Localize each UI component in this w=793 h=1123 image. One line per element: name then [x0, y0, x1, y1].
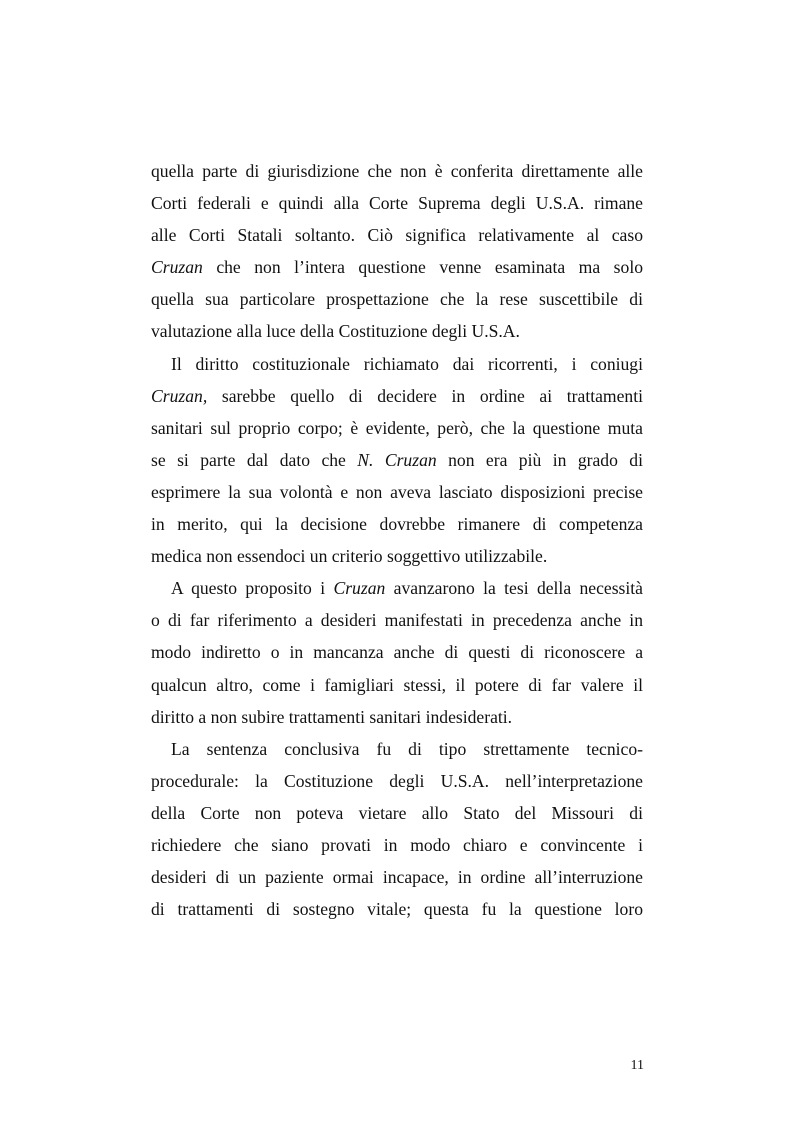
text-line [151, 251, 643, 283]
text-line [151, 219, 643, 251]
italic-text: Cruzan [333, 578, 386, 599]
text-line [151, 829, 643, 861]
text-line [151, 604, 643, 636]
italic-text: Cruzan [151, 257, 203, 278]
text-segment: Il diritto costituzionale richiamato dai ricorrenti, i coniugi [171, 353, 643, 374]
text-segment: medica non essendoci un criterio soggettivo utilizzabile. [151, 546, 548, 567]
text-segment: procedurale: la Costituzione degli U.S.A. nell’interpretazione [151, 770, 643, 791]
text-line [151, 765, 643, 797]
text-line [151, 412, 643, 444]
page-number: 11 [630, 1058, 644, 1073]
text-line [151, 315, 643, 347]
text-segment: diritto a non subire trattamenti sanitari indesiderati. [151, 706, 513, 727]
text-segment: sarebbe quello di decidere in ordine ai trattamenti [207, 385, 643, 406]
text-line [151, 893, 643, 925]
text-segment: qualcun altro, come i famigliari stessi, il potere di far valere il [151, 674, 643, 695]
text-line [151, 572, 643, 604]
text-line [151, 733, 643, 765]
text-segment: sanitari sul proprio corpo; è evidente, però, che la questione muta [151, 417, 643, 438]
text-segment: La sentenza conclusiva fu di tipo strettamente tecnico- [171, 738, 643, 759]
text-segment: quella sua particolare prospettazione che la rese suscettibile di [151, 289, 643, 310]
text-segment: alle Corti Statali soltanto. Ciò significa relativamente al caso [151, 225, 643, 246]
text-line [151, 187, 643, 219]
text-segment: quella parte di giurisdizione che non è conferita direttamente alle [151, 161, 643, 181]
italic-text: N. Cruzan [357, 449, 437, 470]
text-segment: Corti federali e quindi alla Corte Suprema degli U.S.A. rimane [151, 193, 643, 214]
text-segment: della Corte non poteva vietare allo Stato del Missouri di [151, 802, 643, 823]
text-segment: o di far riferimento a desideri manifestati in precedenza anche in [151, 610, 643, 631]
text-line [151, 636, 643, 668]
text-segment: modo indiretto o in mancanza anche di questi di riconoscere a [151, 642, 643, 663]
text-line [151, 797, 643, 829]
text-segment: esprimere la sua volontà e non aveva lasciato disposizioni precise [151, 481, 643, 502]
text-segment: avanzarono la tesi della necessità [385, 578, 643, 599]
text-segment: desideri di un paziente ormai incapace, in ordine all’interruzione [151, 867, 643, 888]
text-line [151, 283, 643, 315]
italic-text: Cruzan, [151, 385, 208, 406]
text-segment: valutazione alla luce della Costituzione degli U.S.A. [151, 321, 520, 342]
text-segment: non era più in grado di [436, 449, 643, 470]
body-text [151, 155, 643, 925]
text-segment: richiedere che siano provati in modo chiaro e convincente i [151, 834, 643, 855]
text-line [151, 476, 643, 508]
text-segment: che non l’intera questione venne esaminata ma solo [202, 257, 643, 278]
text-line [151, 861, 643, 893]
text-line [151, 348, 643, 380]
text-segment: in merito, qui la decisione dovrebbe rimanere di competenza [151, 514, 643, 535]
text-line [151, 508, 643, 540]
text-segment: A questo proposito i [171, 578, 334, 599]
text-line [151, 701, 643, 733]
text-line [151, 540, 643, 572]
text-segment: di trattamenti di sostegno vitale; questa fu la questione loro [151, 899, 643, 920]
text-line [151, 444, 643, 476]
text-segment: se si parte dal dato che [151, 449, 358, 470]
text-line [151, 669, 643, 701]
text-line [151, 380, 643, 412]
text-line [151, 155, 643, 187]
